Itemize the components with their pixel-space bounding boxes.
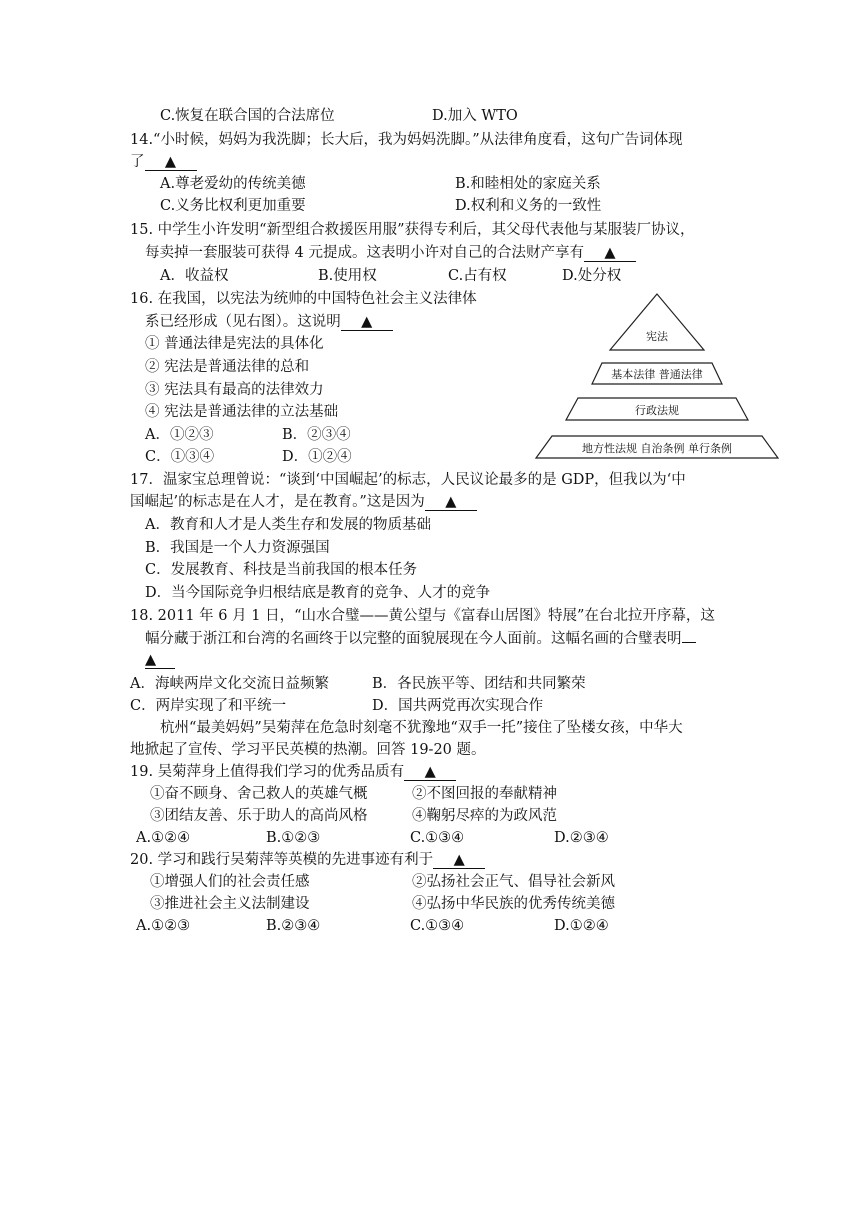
q18-option-c: C．两岸实现了和平统一 xyxy=(130,698,287,714)
q19-stem-text: 19. 吴菊萍身上值得我们学习的优秀品质有 xyxy=(130,764,405,780)
passage-line-1: 杭州“最美妈妈”吴菊萍在危急时刻毫不犹豫地“双手一托”接住了坠楼女孩，中华大 xyxy=(160,720,683,736)
q19-option-b: B.①②③ xyxy=(266,830,321,846)
q13-option-c: C.恢复在联合国的合法席位 xyxy=(160,108,335,124)
q19-statement-1: ①奋不顾身、舍己救人的英雄气概 xyxy=(150,786,368,802)
q16-stem-tail: 系已经形成（见右图）。这说明 xyxy=(145,314,341,330)
q20-statement-2: ②弘扬社会正气、倡导社会新风 xyxy=(412,874,615,890)
q20-option-c: C.①③④ xyxy=(410,918,465,934)
q16-option-b: B．②③④ xyxy=(282,427,351,443)
q17-option-c: C．发展教育、科技是当前我国的根本任务 xyxy=(145,562,418,578)
answer-blank[interactable] xyxy=(404,764,456,781)
q15-option-d: D.处分权 xyxy=(562,268,622,284)
q16-stem: 16. 在我国，以宪法为统帅的中国特色社会主义法律体 xyxy=(130,291,477,307)
q20-option-a: A.①②③ xyxy=(136,918,191,934)
pyramid-label-constitution: 宪法 xyxy=(646,330,668,343)
answer-mark: ▲ xyxy=(445,494,457,510)
q17-option-d: D．当今国际竞争归根结底是教育的竞争、人才的竞争 xyxy=(145,585,491,601)
q16-statement-2: ② 宪法是普通法律的总和 xyxy=(145,359,310,375)
q14-option-d: D.权利和义务的一致性 xyxy=(455,198,602,214)
q17-option-a: A．教育和人才是人类生存和发展的物质基础 xyxy=(145,517,431,533)
answer-mark: ▲ xyxy=(361,314,373,330)
q16-option-d: D．①②④ xyxy=(282,449,352,465)
q18-option-b: B．各民族平等、团结和共同繁荣 xyxy=(372,676,586,692)
q16-statement-4: ④ 宪法是普通法律的立法基础 xyxy=(145,404,339,420)
q19-statement-3: ③团结友善、乐于助人的高尚风格 xyxy=(150,808,368,824)
q16-option-a: A．①②③ xyxy=(145,427,214,443)
q14-option-c: C.义务比权利更加重要 xyxy=(160,198,306,214)
answer-blank[interactable] xyxy=(425,494,477,511)
q18-option-d: D．国共两党再次实现合作 xyxy=(372,698,544,714)
answer-blank[interactable] xyxy=(341,314,393,331)
q20-option-b: B.②③④ xyxy=(266,918,321,934)
legal-system-pyramid xyxy=(532,290,782,466)
q20-statement-3: ③推进社会主义法制建设 xyxy=(150,896,310,912)
q14-option-a: A.尊老爱幼的传统美德 xyxy=(160,176,306,192)
q18-option-a: A．海峡两岸文化交流日益频繁 xyxy=(130,676,329,692)
q19-statement-2: ②不图回报的奉献精神 xyxy=(412,786,557,802)
q16-statement-1: ① 普通法律是宪法的具体化 xyxy=(145,336,324,352)
answer-blank[interactable] xyxy=(145,154,197,171)
q19-option-c: C.①③④ xyxy=(410,830,465,846)
answer-mark: ▲ xyxy=(453,852,465,868)
q17-stem-tail: 国崛起’的标志是在人才，是在教育。”这是因为 xyxy=(130,494,425,510)
q20-stem-text: 20. 学习和践行吴菊萍等英模的先进事迹有利于 xyxy=(130,852,434,868)
q19-option-a: A.①②④ xyxy=(136,830,191,846)
q13-option-d: D.加入 WTO xyxy=(432,108,518,124)
passage-line-2: 地掀起了宣传、学习平民英模的热潮。回答 19-20 题。 xyxy=(130,742,486,758)
pyramid-label-basic-laws: 基本法律 普通法律 xyxy=(611,368,703,381)
answer-mark: ▲ xyxy=(145,652,175,669)
q14-stem-tail: 了 xyxy=(130,154,145,170)
q14-stem: 14.“小时候，妈妈为我洗脚；长大后，我为妈妈洗脚。”从法律角度看，这句广告词体现 xyxy=(130,132,683,148)
pyramid-label-local-regulations: 地方性法规 自治条例 单行条例 xyxy=(582,442,732,455)
q15-stem: 15. 中学生小许发明“新型组合救援医用服”获得专利后，其父母代表他与某服装厂协议， xyxy=(130,222,695,238)
q20-statement-4: ④弘扬中华民族的优秀传统美德 xyxy=(412,896,615,912)
answer-blank[interactable] xyxy=(433,852,485,869)
q15-option-a: A．收益权 xyxy=(160,268,229,284)
q19-statement-4: ④鞠躬尽瘁的为政风范 xyxy=(412,808,557,824)
q14-option-b: B.和睦相处的家庭关系 xyxy=(455,176,601,192)
q18-stem-cont xyxy=(145,629,696,649)
q17-stem-cont xyxy=(130,492,477,512)
q17-option-b: B．我国是一个人力资源强国 xyxy=(145,540,330,556)
q15-option-b: B.使用权 xyxy=(318,268,377,284)
q20-option-d: D.①②④ xyxy=(554,918,609,934)
q16-option-c: C．①③④ xyxy=(145,449,215,465)
q15-option-c: C.占有权 xyxy=(448,268,507,284)
q18-answer-blank[interactable] xyxy=(145,650,175,670)
q16-stem-cont xyxy=(145,312,393,332)
pyramid-label-admin-regulations: 行政法规 xyxy=(635,404,679,417)
q20-stem xyxy=(130,850,485,870)
q20-statement-1: ①增强人们的社会责任感 xyxy=(150,874,310,890)
q15-stem-tail: 每卖掉一套服装可获得 4 元提成。这表明小许对自己的合法财产享有 xyxy=(145,245,584,261)
q18-stem-tail: 幅分藏于浙江和台湾的名画终于以完整的面貌展现在今人面前。这幅名画的合璧表明 xyxy=(145,631,682,647)
q19-option-d: D.②③④ xyxy=(554,830,609,846)
q18-stem: 18. 2011 年 6 月 1 日，“山水合璧——黄公望与《富春山居图》特展”在台北拉开序幕，这 xyxy=(130,608,715,624)
answer-blank[interactable] xyxy=(584,245,636,262)
answer-blank[interactable] xyxy=(682,642,696,643)
q17-stem: 17．温家宝总理曾说：“谈到‘中国崛起’的标志，人民议论最多的是 GDP，但我以为‘中 xyxy=(130,472,686,488)
q19-stem xyxy=(130,762,456,782)
answer-mark: ▲ xyxy=(164,154,177,170)
q14-stem-cont xyxy=(130,152,197,172)
answer-mark: ▲ xyxy=(604,245,616,261)
q15-stem-cont xyxy=(145,243,636,263)
q16-statement-3: ③ 宪法具有最高的法律效力 xyxy=(145,382,324,398)
answer-mark: ▲ xyxy=(424,764,436,780)
